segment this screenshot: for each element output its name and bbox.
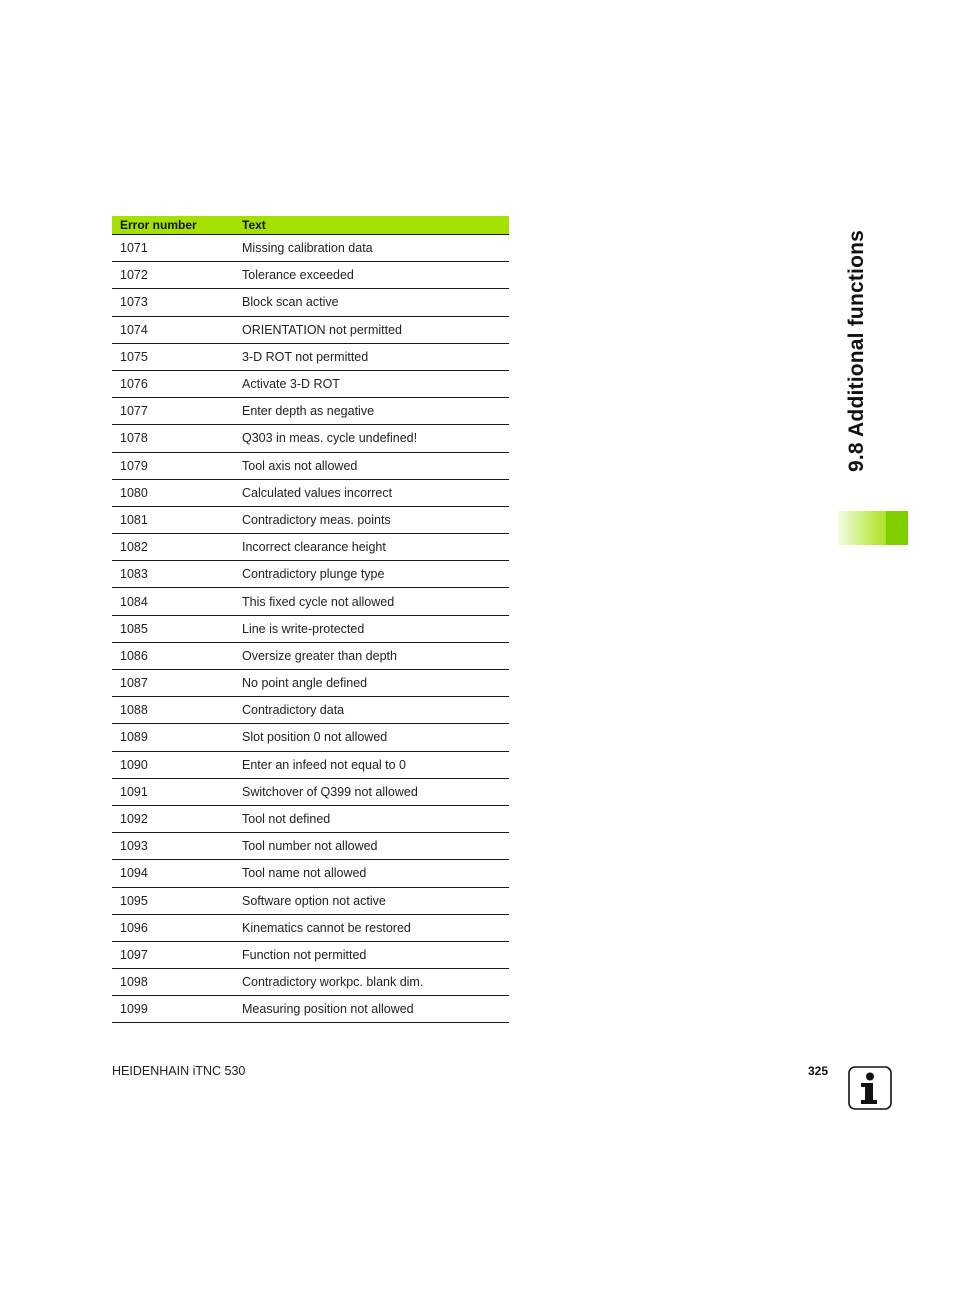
error-number-cell: 1088 [112,697,242,724]
error-number-cell: 1098 [112,969,242,996]
error-text-cell: Contradictory plunge type [242,561,509,588]
error-number-cell: 1091 [112,778,242,805]
error-text-cell: Switchover of Q399 not allowed [242,778,509,805]
info-icon [848,1066,892,1110]
error-number-cell: 1082 [112,534,242,561]
section-title: 9.8 Additional functions [845,229,868,472]
table-row [112,479,509,506]
error-number-cell: 1087 [112,670,242,697]
table-row [112,860,509,887]
table-row [112,697,509,724]
error-number-cell: 1074 [112,316,242,343]
error-text-cell: Enter an infeed not equal to 0 [242,751,509,778]
error-number-cell: 1097 [112,941,242,968]
table-row [112,914,509,941]
table-row [112,887,509,914]
error-text-cell: Line is write-protected [242,615,509,642]
error-number-cell: 1095 [112,887,242,914]
table-row [112,941,509,968]
table-row [112,670,509,697]
error-number-cell: 1078 [112,425,242,452]
table-row [112,262,509,289]
error-number-cell: 1071 [112,235,242,262]
error-text-cell: ORIENTATION not permitted [242,316,509,343]
error-number-cell: 1076 [112,370,242,397]
table-row [112,235,509,262]
error-text-cell: Function not permitted [242,941,509,968]
error-number-cell: 1086 [112,642,242,669]
table-row [112,642,509,669]
table-body [112,235,509,1023]
table-row [112,398,509,425]
column-header-text: Text [242,216,509,235]
error-number-cell: 1096 [112,914,242,941]
table-row [112,425,509,452]
error-text-cell: Activate 3-D ROT [242,370,509,397]
error-text-cell: Calculated values incorrect [242,479,509,506]
error-text-cell: Tolerance exceeded [242,262,509,289]
error-text-cell: No point angle defined [242,670,509,697]
error-number-cell: 1094 [112,860,242,887]
error-text-cell: Missing calibration data [242,235,509,262]
table-row [112,724,509,751]
error-number-cell: 1073 [112,289,242,316]
error-text-cell: Contradictory workpc. blank dim. [242,969,509,996]
error-text-cell: Contradictory data [242,697,509,724]
error-text-cell: This fixed cycle not allowed [242,588,509,615]
error-text-cell: Incorrect clearance height [242,534,509,561]
page-number: 325 [808,1064,829,1078]
error-number-cell: 1085 [112,615,242,642]
error-text-cell: Tool axis not allowed [242,452,509,479]
table-row [112,289,509,316]
error-text-cell: Kinematics cannot be restored [242,914,509,941]
table-row [112,778,509,805]
error-table [112,216,509,1023]
error-text-cell: Oversize greater than depth [242,642,509,669]
table-row [112,588,509,615]
error-text-cell: 3-D ROT not permitted [242,343,509,370]
error-number-cell: 1079 [112,452,242,479]
table-row [112,751,509,778]
error-text-cell: Block scan active [242,289,509,316]
footer-product-name: HEIDENHAIN iTNC 530 [112,1064,246,1078]
table-row [112,452,509,479]
table-row [112,343,509,370]
table-row [112,833,509,860]
error-number-cell: 1084 [112,588,242,615]
table-row [112,969,509,996]
error-text-cell: Tool not defined [242,805,509,832]
table-row [112,370,509,397]
error-number-cell: 1080 [112,479,242,506]
error-text-cell: Enter depth as negative [242,398,509,425]
error-number-cell: 1077 [112,398,242,425]
table-row [112,534,509,561]
error-text-cell: Slot position 0 not allowed [242,724,509,751]
table-row [112,615,509,642]
error-text-cell: Software option not active [242,887,509,914]
column-header-error-number: Error number [112,216,242,235]
error-number-cell: 1092 [112,805,242,832]
error-number-cell: 1090 [112,751,242,778]
table-row [112,561,509,588]
error-number-cell: 1081 [112,506,242,533]
table-header-row [112,216,509,235]
error-number-cell: 1083 [112,561,242,588]
error-number-cell: 1072 [112,262,242,289]
table-row [112,996,509,1023]
error-text-cell: Q303 in meas. cycle undefined! [242,425,509,452]
table-row [112,506,509,533]
table-row [112,316,509,343]
table-row [112,805,509,832]
error-number-cell: 1099 [112,996,242,1023]
section-tab-notch [886,511,908,545]
error-text-cell: Tool number not allowed [242,833,509,860]
error-text-cell: Measuring position not allowed [242,996,509,1023]
error-number-cell: 1075 [112,343,242,370]
error-number-cell: 1093 [112,833,242,860]
error-number-cell: 1089 [112,724,242,751]
error-text-cell: Tool name not allowed [242,860,509,887]
error-text-cell: Contradictory meas. points [242,506,509,533]
